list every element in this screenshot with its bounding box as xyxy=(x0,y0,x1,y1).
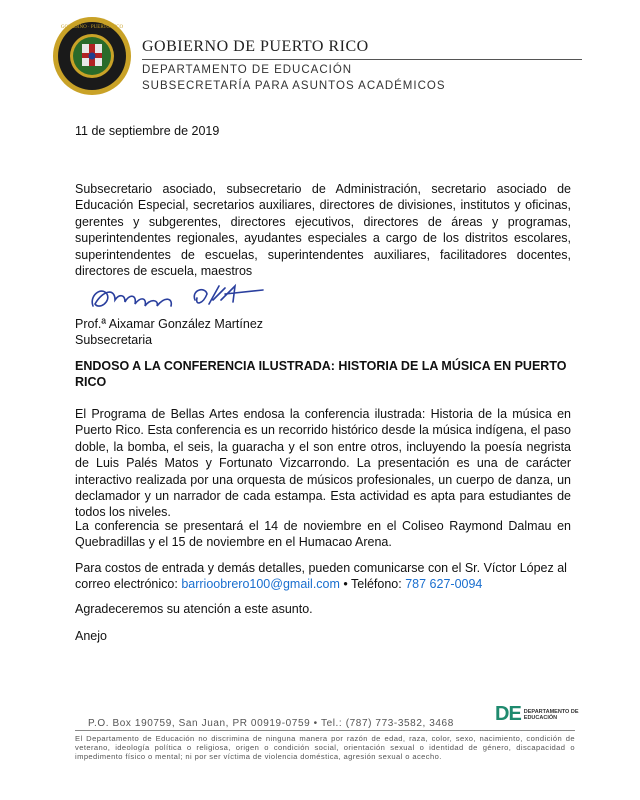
body-paragraph-4: Agradeceremos su atención a este asunto. xyxy=(75,602,313,616)
logo-line-2: EDUCACIÓN xyxy=(523,714,558,721)
letter-subject: ENDOSO A LA CONFERENCIA ILUSTRADA: HISTORIA DE LA MÚSICA EN PUERTO RICO xyxy=(75,359,567,390)
letterhead-divider xyxy=(142,59,582,60)
footer-contact: P.O. Box 190759, San Juan, PR 00919-0759 • Tel.: (787) 773-3582, 3468 xyxy=(88,718,454,729)
government-name: GOBIERNO DE PUERTO RICO xyxy=(142,38,369,55)
body-paragraph-3 xyxy=(75,560,571,593)
subsecretariat-name: SUBSECRETARÍA PARA ASUNTOS ACADÉMICOS xyxy=(142,80,446,92)
body-paragraph-1: El Programa de Bellas Artes endosa la conferencia ilustrada: Historia de la música en Puerto Rico. Esta conferencia es un recorrido histórico desde la música indígena, el paso doble, la bomba, el seis, la guaracha y el son entre otros, incluyendo la poesía negrista de Luis Palés Matos y Fortunato Vizcarrondo. La presentación es una de carácter interactivo realizada por una orquesta de músicos profesionales, un cuerpo de danza, un declamador y un narrador de cada estampa. Esta actividad es apta para estudiantes de todos los niveles. xyxy=(75,407,571,520)
phone-link[interactable]: 787 627-0094 xyxy=(405,577,483,592)
signer-title: Subsecretaria xyxy=(75,333,153,347)
handwritten-signature xyxy=(85,280,275,316)
body-paragraph-2: La conferencia se presentará el 14 de noviembre en el Coliseo Raymond Dalmau en Quebradillas y el 15 de noviembre en el Humacao Arena. xyxy=(75,519,571,550)
email-link[interactable]: barrioobrero100@gmail.com xyxy=(181,577,340,592)
department-name: DEPARTAMENTO DE EDUCACIÓN xyxy=(142,64,353,76)
footer-legal-notice: El Departamento de Educación no discrimina de ninguna manera por razón de edad, raza, color, sexo, nacimiento, condición de veterano, ideología política o religiosa, origen o condición social, orientación sexual o identidad de género, discapacidad o impedimento físico o mental; ni por ser víctima de violencia doméstica, agresión sexual o acecho. xyxy=(75,734,575,762)
footer-divider xyxy=(75,730,575,731)
education-logo xyxy=(495,703,579,726)
logo-line-1: DEPARTAMENTO DE xyxy=(523,708,579,715)
recipients-list: Subsecretario asociado, subsecretario de Administración, secretario asociado de Educación Especial, secretarios auxiliares, directores de divisiones, institutos y oficinas, gerentes y subgerentes, directores ejecutivos, directores de áreas y programas, superintendentes regionales, ayudantes especiales a cargo de los distritos escolares, superintendentes de escuelas, superintendentes auxiliares, facilitadores docentes, directores de escuela, maestros xyxy=(75,182,571,279)
letter-date: 11 de septiembre de 2019 xyxy=(75,124,220,138)
attachment-note: Anejo xyxy=(75,629,107,643)
contact-text: Para costos de entrada y demás detalles, pueden comunicarse con el Sr. Víctor López al correo electrónico: xyxy=(75,561,567,592)
logo-mark: DE xyxy=(495,703,521,725)
puerto-rico-seal-icon xyxy=(52,16,132,96)
signer-name: Prof.ª Aixamar González Martínez xyxy=(75,317,264,331)
logo-text xyxy=(524,709,579,721)
phone-label: • Teléfono: xyxy=(339,577,406,592)
svg-text:GOBIERNO · PUERTO RICO: GOBIERNO · PUERTO RICO xyxy=(60,25,124,30)
